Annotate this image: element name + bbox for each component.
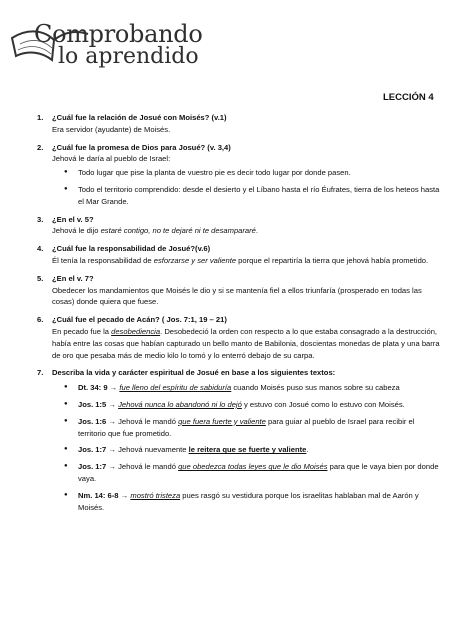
list-item — [78, 490, 440, 514]
item-text: pues rasgó su vestidura porque los israelitas hablaban mal de Aarón y Moisés. — [78, 490, 419, 512]
answer-5: Obedecer los mandamientos que Moisés le dio y si se mantenía fiel a ellos triunfaría (prosperado en todas las cosas) donde quiera que fuese. — [52, 285, 422, 307]
question-4 — [37, 243, 440, 255]
logo-line-1: Comprobando — [34, 20, 203, 48]
answer-1: Era servidor (ayudante) de Moisés. — [52, 124, 171, 134]
verse-ref: Jos. 1:5 — [78, 399, 107, 409]
question-text: ¿Cuál fue el pecado de Acán? ( Jos. 7:1, 19 – 21) — [52, 315, 227, 325]
logo — [10, 10, 210, 76]
item-emphasis: Jehová nunca lo abandonó ni lo dejó — [118, 399, 242, 409]
item-text: cuando Moisés puso sus manos sobre su cabeza — [231, 383, 400, 393]
arrow-icon: → — [120, 490, 129, 500]
question-6 — [37, 314, 440, 326]
item-emphasis: que obedezca todas leyes que le dio Moisés — [178, 462, 328, 472]
item-text: Jehová le mandó — [116, 416, 179, 426]
item-text: para guiar al pueblo de Israel para recibir el territorio que fue prometido. — [78, 416, 415, 438]
verse-ref: Jos. 1:7 — [78, 445, 107, 455]
answer-emphasis: estaré contigo, no te dejaré ni te desampararé — [100, 226, 256, 236]
list-item: ● Todo lugar que pise la planta de vuestro pie es decir todo lugar por donde pasen. — [78, 167, 440, 179]
lesson-title: LECCIÓN 4 — [383, 92, 434, 103]
question-5 — [37, 273, 440, 285]
questions-list — [37, 112, 440, 518]
verse-ref: Nm. 14: 6-8 — [78, 490, 119, 500]
answer-4 — [52, 255, 440, 267]
question-number: 1. — [37, 113, 44, 122]
verse-ref: Jos. 1:7 — [78, 462, 107, 472]
answer-text: porque el repartiría la tierra que jehová había prometido. — [236, 255, 429, 265]
question-text: Describa la vida y carácter espiritual de Josué en base a los siguientes textos: — [52, 368, 336, 378]
question-1 — [37, 112, 440, 124]
answer-text: . — [255, 226, 259, 236]
answer-2: Jehová le daría al pueblo de Israel: — [52, 154, 171, 164]
arrow-icon: → — [108, 445, 116, 455]
question-number: 4. — [37, 244, 44, 254]
verse-ref: Jos. 1:6 — [78, 416, 107, 426]
question-number: 3. — [37, 214, 44, 224]
item-emphasis: que fuera fuerte y valiente — [178, 416, 266, 426]
answer-7-bullets — [78, 382, 440, 513]
question-7 — [37, 367, 440, 379]
question-text: ¿Cuál fue la promesa de Dios para Josué? (v. 3,4) — [52, 142, 231, 152]
arrow-icon: → — [108, 399, 116, 409]
answer-text: Él tenía la responsabilidad de — [52, 255, 154, 265]
list-item: ● Todo el territorio comprendido: desde el desierto y el Líbano hasta el río Éufrates, tierra de los heteos hasta el Mar Grande. — [78, 184, 440, 208]
answer-3 — [52, 225, 440, 237]
question-number: 5. — [37, 273, 44, 283]
question-number: 6. — [37, 315, 44, 325]
arrow-icon: → — [108, 416, 116, 426]
list-item — [78, 399, 440, 411]
question-text: ¿Cuál fue la relación de Josué con Moisés? (v.1) — [52, 113, 227, 122]
arrow-icon: → — [109, 383, 118, 393]
verse-ref: Dt. 34: 9 — [78, 383, 108, 393]
answer-text: En pecado fue la — [52, 326, 112, 336]
answer-emphasis: esforzarse y ser valiente — [153, 255, 237, 265]
item-text: Jehová nuevamente — [116, 445, 189, 455]
question-2 — [37, 142, 440, 154]
answer-6 — [52, 326, 440, 361]
list-item — [78, 461, 440, 485]
answer-text: . Desobedeció la orden con respecto a lo que estaba consagrado a la destrucción, había entre las cosas que habían capturado un bello manto de Babilonia, doscientas monedas de plata y una barra de oro que pesaba más de medio kilo lo tomó y lo enterró debajo de su carpa. — [52, 326, 440, 360]
item-text: y estuvo con Josué como lo estuvo con Moisés. — [241, 399, 405, 409]
item-text: . — [306, 445, 309, 455]
item-text: Jehová le mandó — [116, 462, 179, 472]
item-text: para que le vaya bien por donde vaya. — [78, 462, 439, 483]
arrow-icon: → — [108, 462, 116, 472]
question-text: ¿Cuál fue la responsabilidad de Josué?(v.6) — [52, 244, 211, 254]
answer-2-bullets — [78, 167, 440, 207]
question-text: ¿En el v. 7? — [52, 273, 94, 283]
list-item — [78, 382, 440, 394]
list-item — [78, 444, 440, 456]
question-number: 7. — [37, 368, 44, 378]
question-number: 2. — [37, 142, 44, 152]
logo-line-2: lo aprendido — [58, 44, 199, 69]
question-text: ¿En el v. 5? — [52, 214, 94, 224]
question-3 — [37, 214, 440, 226]
list-item — [78, 416, 440, 440]
item-emphasis: mostró tristeza — [130, 490, 181, 500]
answer-emphasis: desobediencia — [111, 326, 161, 336]
item-emphasis: le reitera que se fuerte y valiente — [188, 445, 307, 455]
item-emphasis: fue lleno del espíritu de sabiduría — [119, 383, 232, 393]
answer-text: Jehová le dijo — [52, 226, 101, 236]
